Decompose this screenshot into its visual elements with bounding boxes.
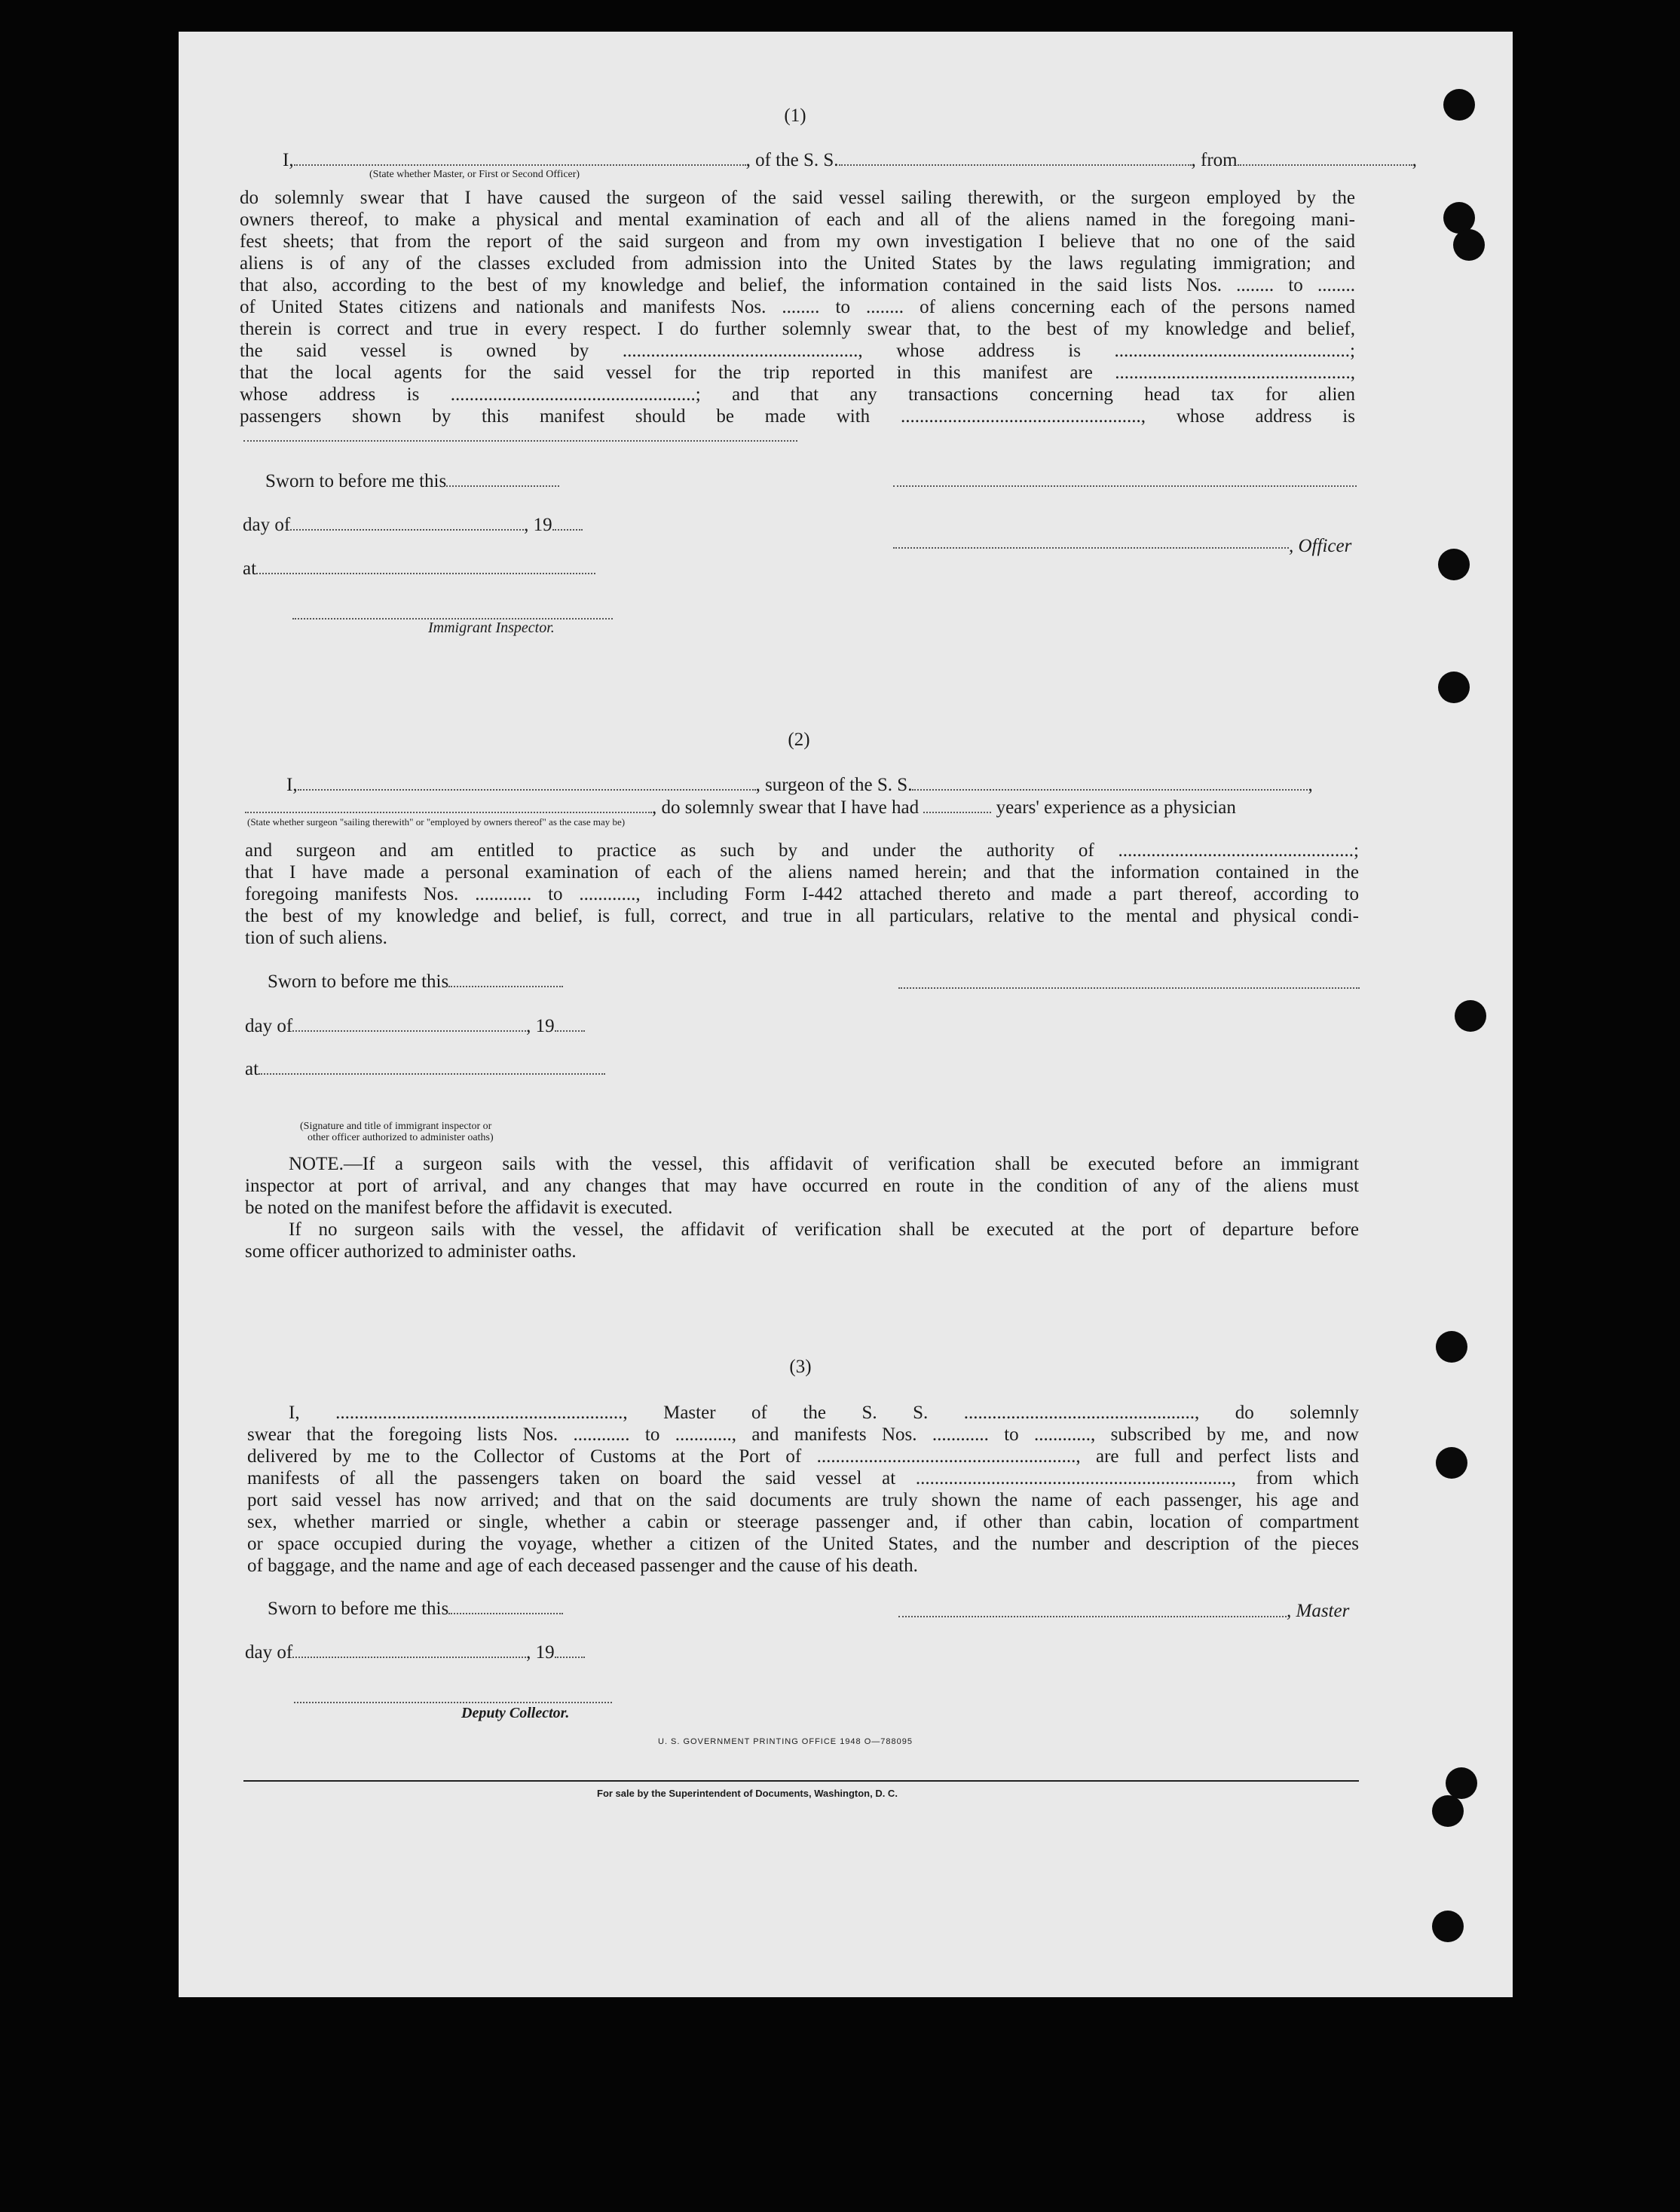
section-3-number: (3) (789, 1357, 812, 1377)
s2-body: and surgeon and am entitled to practice as such by and under the authority of ..................................................; that I have made a personal examination of each of the aliens named herein; and that the information contained in the foregoing manifests Nos. ............ to ............, including Form I-442 attached thereto and made a part thereof, according to the best of my knowledge and belief, is full, correct, and true in all particulars, relative to the mental and physical condi- tion of such aliens. (245, 840, 1359, 948)
punch-hole (1455, 1000, 1486, 1032)
s1-officer-line (893, 546, 1289, 549)
punch-hole (1436, 1331, 1467, 1363)
s1-inspector-label: Immigrant Inspector. (428, 620, 555, 636)
s2-sworn: Sworn to before me this (268, 971, 563, 993)
section-1-number: (1) (784, 106, 806, 126)
s1-at: at (243, 558, 595, 580)
s2-line-i: I, , surgeon of the S. S. , (286, 775, 1313, 795)
punch-hole (1432, 1795, 1464, 1827)
punch-hole (1446, 1767, 1477, 1799)
punch-hole (1438, 549, 1470, 580)
punch-hole (1438, 672, 1470, 703)
s2-line-swear: , do solemnly swear that I have had years' experience as a physician (245, 797, 1236, 818)
s2-signature-caption-2: other officer authorized to administer oaths) (308, 1132, 494, 1143)
sale-notice: For sale by the Superintendent of Documents, Washington, D. C. (597, 1788, 898, 1799)
punch-hole (1432, 1911, 1464, 1942)
s3-sworn: Sworn to before me this (268, 1598, 563, 1620)
footer-rule (243, 1780, 1359, 1782)
s1-caption: (State whether Master, or First or Second Officer) (369, 169, 580, 180)
punch-hole (1443, 89, 1475, 121)
s1-line-i: I, , of the S. S. , from , (283, 150, 1417, 170)
gpo-imprint: U. S. GOVERNMENT PRINTING OFFICE 1948 O—788095 (658, 1737, 913, 1746)
s1-officer-sig-line (893, 484, 1357, 487)
s3-day: day of , 19 (245, 1641, 585, 1663)
s1-body: do solemnly swear that I have caused the surgeon of the said vessel sailing therewith, or the surgeon employed by the owners thereof, to make a physical and mental examination of each and all of the aliens named in the foregoing mani- fest sheets; that from the report of the said surgeon and from my own investigation I believe that no one of the said aliens is of any of the classes excluded from admission into the United States by the laws regulating immigration; and that also, according to the best of my knowledge and belief, the information contained in the said lists Nos. ........ to ........ of United States citizens and nationals and manifests Nos. ........ to ........ of aliens concerning each of the persons named therein is correct and true in every respect. I do further solemnly swear that, to the best of my knowledge and belief, the said vessel is owned by .................................................., whose address is ..................................................; that the local agents for the said vessel for the trip reported in this manifest are .................................................., whose address is ....................................................; and that any transactions concerning head tax for alien passengers shown by this manifest should be made with ..................................................., whose address is (240, 188, 1355, 427)
punch-hole (1436, 1447, 1467, 1479)
s1-day: day of , 19 (243, 514, 583, 536)
s2-signature-caption-1: (Signature and title of immigrant inspector or (300, 1121, 492, 1132)
s2-note: NOTE.—If a surgeon sails with the vessel, this affidavit of verification shall be executed before an immigrant inspector at port of arrival, and any changes that may have occurred en route in the condition of any of the aliens must be noted on the manifest before the affidavit is executed. If no surgeon sails with the vessel, the affidavit of verification shall be executed at the port of departure before some officer authorized to administer oaths. (245, 1154, 1359, 1262)
section-2-number: (2) (788, 730, 810, 750)
s1-officer-label: , Officer (1289, 536, 1352, 556)
s1-address-line (243, 439, 797, 442)
s2-caption: (State whether surgeon "sailing therewith" or "employed by owners thereof" as the case may be) (247, 816, 626, 828)
s3-deputy-label: Deputy Collector. (461, 1705, 570, 1721)
s2-at: at (245, 1058, 605, 1080)
s3-master-line (898, 1614, 1287, 1617)
s3-body: I, ............................................................., Master of the S. S. ................................................., do solemnly swear that the foregoing lists Nos. ............ to ............, and manifests Nos. ............ to ............, subscribed by me, and now delivered by me to the Collector of Customs at the Port of ......................................................., are full and perfect lists and manifests of all the passengers taken on board the said vessel at ..................................................................., from which port said vessel has now arrived; and that on the said documents are truly shown the name of each passenger, his age and sex, whether married or single, whether a cabin or steerage passenger and, if other than cabin, location of compartment or space occupied during the voyage, whether a citizen of the United States, and the number and description of the pieces of baggage, and the name and age of each deceased passenger and the cause of his death. (247, 1403, 1359, 1576)
s1-sworn: Sworn to before me this (265, 470, 559, 492)
s2-day: day of , 19 (245, 1015, 585, 1037)
punch-hole (1453, 229, 1485, 261)
s2-sig-line (898, 986, 1360, 989)
s3-deputy-line (294, 1700, 612, 1703)
s3-master-label: , Master (1287, 1601, 1350, 1621)
